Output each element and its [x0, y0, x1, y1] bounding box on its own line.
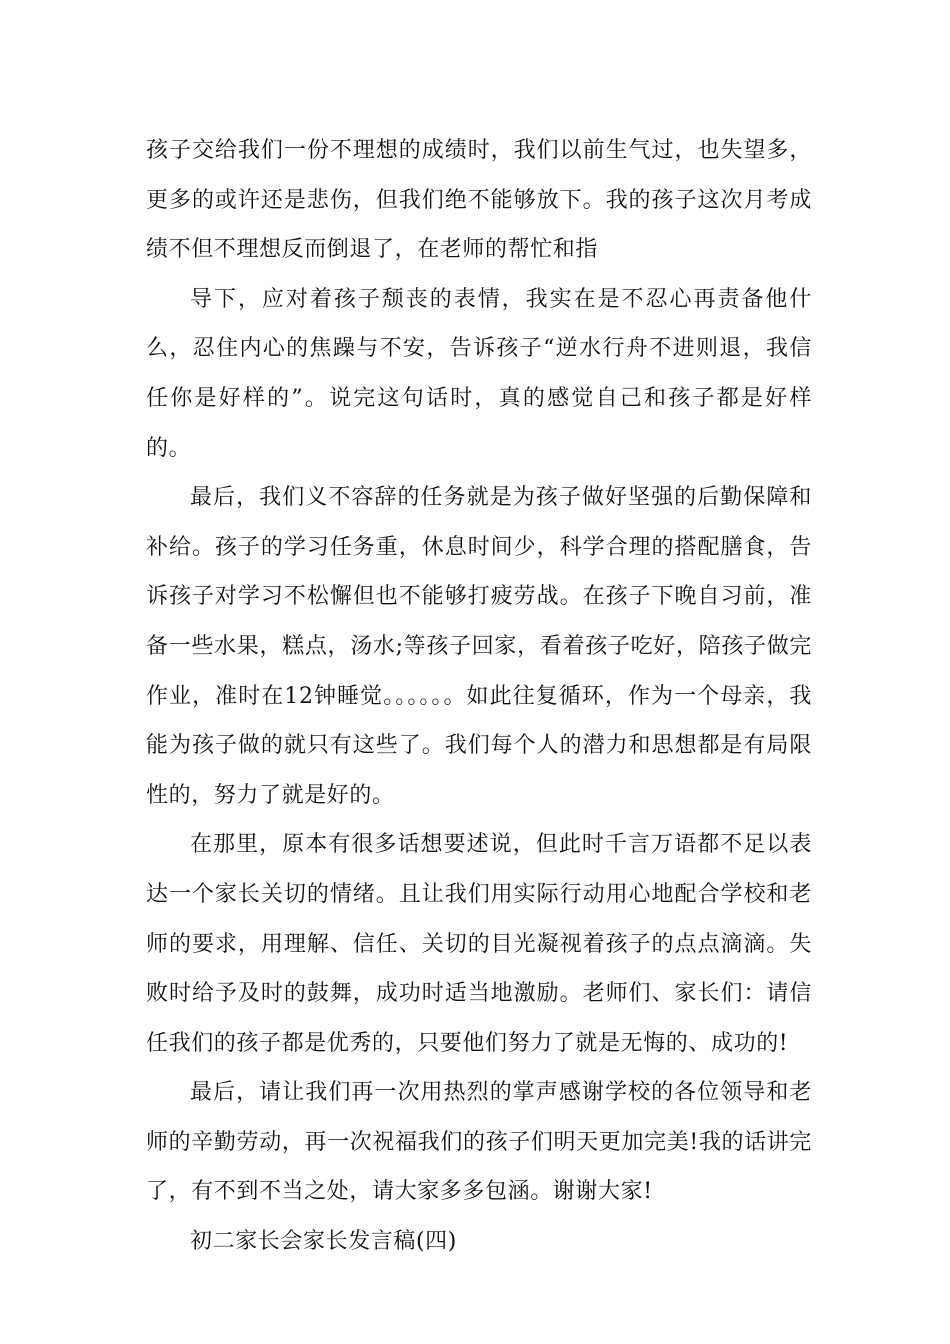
section-heading: 初二家长会家长发言稿(四) — [190, 1229, 457, 1255]
paragraph-2: 导下，应对着孩子颓丧的表情，我实在是不忍心再责备他什么，忍住内心的焦躁与不安，告诉孩子“逆水行舟不进则退，我信任你是好样的”。说完这句话时，真的感觉自己和孩子都是好样的。 — [146, 286, 812, 461]
paragraph-3: 最后，我们义不容辞的任务就是为孩子做好坚强的后勤保障和补给。孩子的学习任务重，休息时间少，科学合理的搭配膳食，告诉孩子对学习不松懈但也不能够打疲劳战。在孩子下晚自习前，准备一些水果，糕点，汤水;等孩子回家，看着孩子吃好，陪孩子做完作业，准时在12钟睡觉。。。。。。如此往复循环，作为一个母亲，我能为孩子做的就只有这些了。我们每个人的潜力和思想都是有局限性的，努力了就是好的。 — [146, 485, 812, 808]
paragraph-4: 在那里，原本有很多话想要述说，但此时千言万语都不足以表达一个家长关切的情绪。且让我们用实际行动用心地配合学校和老师的要求，用理解、信任、关切的目光凝视着孩子的点点滴滴。失败时给予及时的鼓舞，成功时适当地激励。老师们、家长们：请信任我们的孩子都是优秀的，只要他们努力了就是无悔的、成功的! — [146, 832, 812, 1056]
document-body — [146, 126, 812, 1267]
paragraph-5: 最后，请让我们再一次用热烈的掌声感谢学校的各位领导和老师的辛勤劳动，再一次祝福我们的孩子们明天更加完美!我的话讲完了，有不到不当之处，请大家多多包涵。谢谢大家! — [146, 1080, 812, 1205]
paragraph-1: 孩子交给我们一份不理想的成绩时，我们以前生气过，也失望多，更多的或许还是悲伤，但我们绝不能够放下。我的孩子这次月考成绩不但不理想反而倒退了，在老师的帮忙和指 — [146, 138, 812, 263]
